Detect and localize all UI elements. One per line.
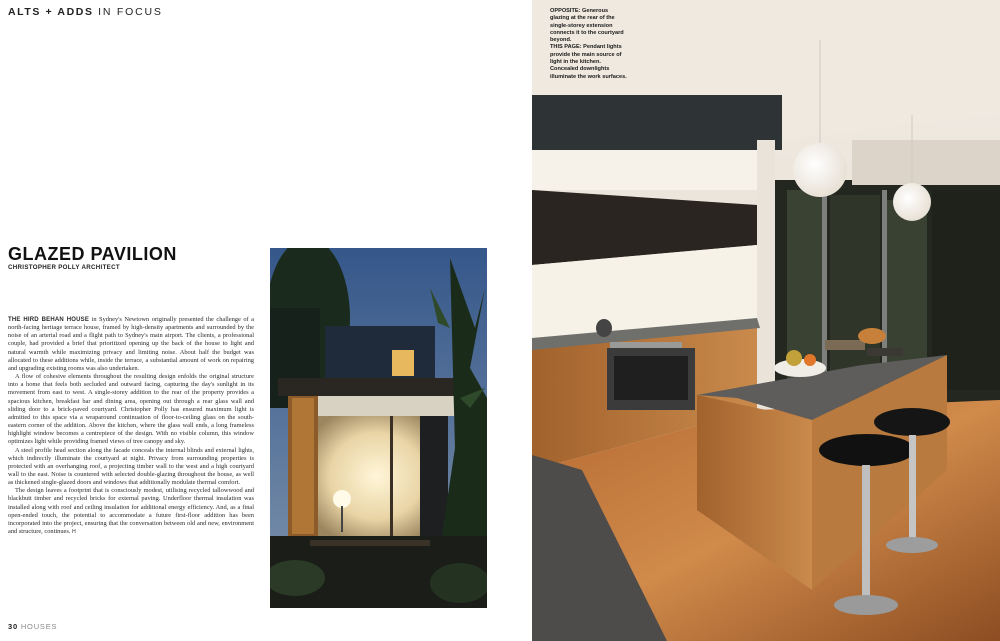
architect-credit: CHRISTOPHER POLLY ARCHITECT (8, 264, 120, 271)
paragraph-1: THE HIRD BEHAN HOUSE in Sydney's Newtown originally presented the challenge of a north-facing heritage terrace house, framed by high-density apartments and surrounded by the noise of an arterial road and a flight path to Sydney's main airport. The clients, a professional couple, had provided a brief that prioritized opening up the back of the house to light and natural warmth while maximizing privacy and limiting noise. About half the budget was allocated to these additions while, inside the terrace, a substantial amount of work on repairing and upgrading existing rooms was also undertaken. (8, 316, 254, 372)
article-title: GLAZED PAVILION (8, 244, 177, 264)
caption-opposite: OPPOSITE: Generous glazing at the rear of the single-storey extension connects it to the courtyard beyond. (550, 8, 624, 44)
photo-caption (550, 8, 628, 81)
caption-this-page: THIS PAGE: Pendant lights provide the main source of light in the kitchen. Concealed downlights illuminate the work surfaces. (550, 44, 627, 80)
end-mark: H (72, 529, 76, 536)
exterior-photo (270, 248, 487, 608)
paragraph-3: A steel profile head section along the facade conceals the internal blinds and external lights, which indirectly illuminate the courtyard at night. Privacy from surrounding properties is protected with an overhanging roof, a projecting timber wall to the west and a high courtyard wall to the east. Noise is countered with selected double-glazing throughout the house, as well as thickened single-glazed doors and windows that additionally modulate thermal comfort. (8, 446, 254, 487)
lead-in: THE HIRD BEHAN HOUSE (8, 317, 90, 323)
article-body (8, 316, 254, 536)
paragraph-4: The design leaves a footprint that is consciously modest, utilising recycled tallowwood and blackbutt timber and recycled bricks for external paving. Underfloor thermal insulation was installed along with roof and ceiling insulation for additional energy efficiency. And, as a final open-ended touch, the potential to accommodate a future first-floor addition has been incorporated into the project, ensuring that the conversation between old and new, environment and structure, continues. H (8, 487, 254, 536)
page-number: 30 (8, 622, 18, 631)
kitchen-photo (532, 0, 1000, 641)
paragraph-2: A flow of cohesive elements throughout the resulting design enfolds the original structure into a home that feels both secluded and outward facing, capturing the day's sunlight in its movement from east to west. A single-storey addition to the rear of the property provides a spacious kitchen, breakfast bar and dining area, opening out through a rear glass wall and sliding door to a brick-paved courtyard. Christopher Polly has ensured maximum light is admitted to this space via a wraparound continuation of floor-to-ceiling glass on the south-eastern corner of the addition. Above the kitchen, where the glass wall ends, a long frameless highlight window becomes a centrepiece of the design. With no visible column, this window optimizes light while providing framed views of tree canopy and sky. (8, 373, 254, 446)
section-sub: IN FOCUS (98, 6, 163, 18)
page-footer (8, 622, 57, 631)
section-name: ALTS + ADDS (8, 6, 94, 18)
magazine-name: HOUSES (20, 622, 58, 631)
section-header (8, 6, 163, 18)
